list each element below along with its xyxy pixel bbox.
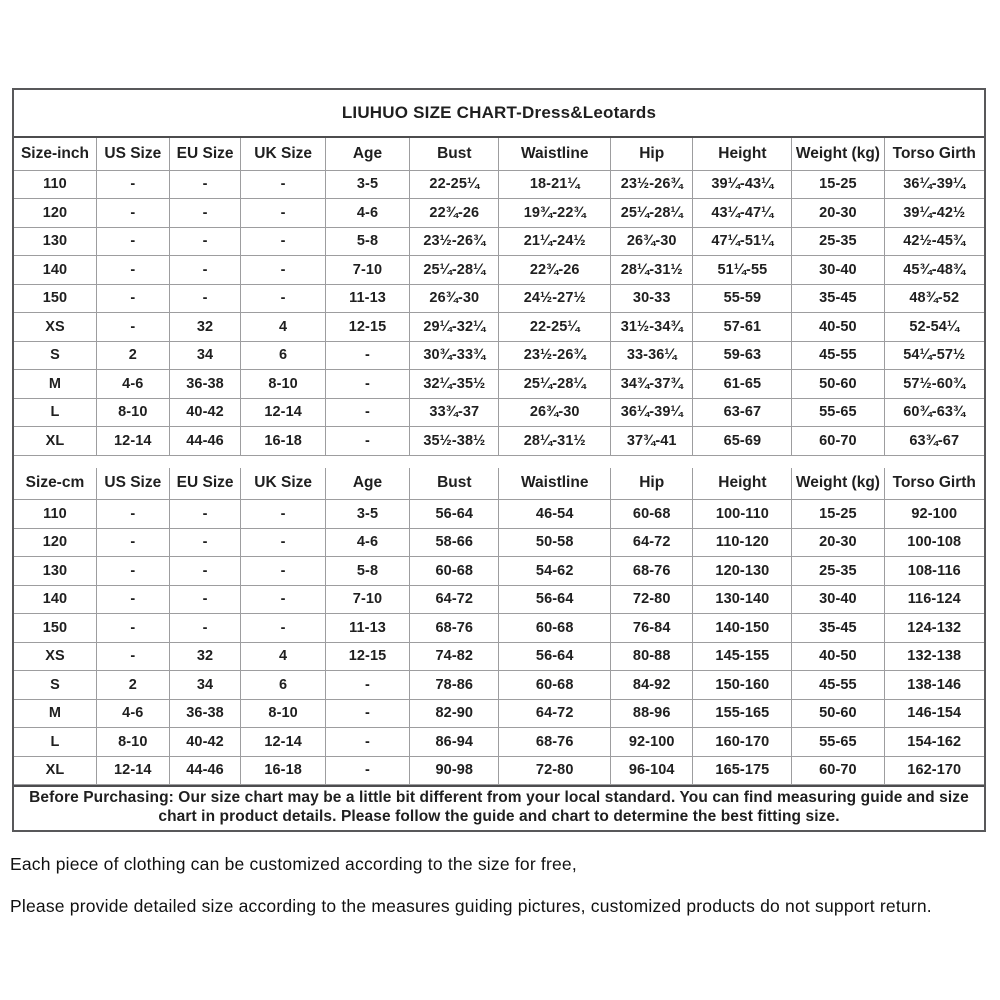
measurement-cell: 64-72 [410,585,499,614]
measurement-cell: 138-146 [884,671,984,700]
measurement-cell: 60-70 [792,427,884,456]
measurement-cell: - [169,500,241,529]
measurement-cell: 130-140 [693,585,792,614]
column-header: Hip [610,468,692,500]
measurement-cell: 33¾-37 [410,398,499,427]
size-label-cell: XS [14,642,96,671]
measurement-cell: 50-60 [792,699,884,728]
measurement-cell: 22-25¼ [410,170,499,199]
measurement-cell: 22-25¼ [499,313,611,342]
table-row [14,370,984,399]
measurement-cell: 140-150 [693,614,792,643]
column-header: US Size [96,138,169,170]
measurement-cell: - [325,728,409,757]
measurement-cell: - [169,614,241,643]
table-row [14,642,984,671]
measurement-cell: - [325,370,409,399]
column-header: Waistline [499,138,611,170]
measurement-cell: - [96,557,169,586]
table-row [14,557,984,586]
measurement-cell: 23½-26¾ [499,341,611,370]
measurement-cell: 78-86 [410,671,499,700]
measurement-cell: 60¾-63¾ [884,398,984,427]
size-label-cell: 150 [14,614,96,643]
measurement-cell: 21¼-24½ [499,227,611,256]
measurement-cell: - [169,170,241,199]
measurement-cell: 84-92 [610,671,692,700]
column-header: Torso Girth [884,468,984,500]
measurement-cell: 47¼-51¼ [693,227,792,256]
measurement-cell: - [325,341,409,370]
measurement-cell: 12-14 [96,427,169,456]
measurement-cell: 145-155 [693,642,792,671]
measurement-cell: - [96,500,169,529]
column-header: Size-cm [14,468,96,500]
column-header: US Size [96,468,169,500]
measurement-cell: 23½-26¾ [610,170,692,199]
measurement-cell: 155-165 [693,699,792,728]
column-header: EU Size [169,138,241,170]
size-label-cell: 110 [14,500,96,529]
measurement-cell: - [96,170,169,199]
size-label-cell: S [14,671,96,700]
measurement-cell: - [96,284,169,313]
measurement-cell: 7-10 [325,256,409,285]
measurement-cell: 19¾-22¾ [499,199,611,228]
measurement-cell: - [96,642,169,671]
size-label-cell: L [14,398,96,427]
measurement-cell: 36-38 [169,370,241,399]
measurement-cell: 8-10 [241,370,325,399]
measurement-cell: 20-30 [792,199,884,228]
measurement-cell: 5-8 [325,227,409,256]
measurement-cell: 2 [96,341,169,370]
size-label-cell: 110 [14,170,96,199]
table-row [14,756,984,785]
measurement-cell: 50-60 [792,370,884,399]
column-header: Weight (kg) [792,468,884,500]
measurement-cell: 22¾-26 [499,256,611,285]
measurement-cell: 28¼-31½ [499,427,611,456]
measurement-cell: - [96,256,169,285]
column-header: Hip [610,138,692,170]
table-row [14,256,984,285]
measurement-cell: - [169,528,241,557]
measurement-cell: 116-124 [884,585,984,614]
measurement-cell: 45-55 [792,341,884,370]
measurement-cell: 92-100 [884,500,984,529]
size-label-cell: XL [14,756,96,785]
measurement-cell: 54-62 [499,557,611,586]
measurement-cell: 25¼-28¼ [610,199,692,228]
measurement-cell: 72-80 [499,756,611,785]
measurement-cell: 25¼-28¼ [410,256,499,285]
measurement-cell: 4 [241,313,325,342]
size-label-cell: 140 [14,585,96,614]
column-header: Age [325,468,409,500]
measurement-cell: 96-104 [610,756,692,785]
measurement-cell: 165-175 [693,756,792,785]
measurement-cell: - [241,528,325,557]
measurement-cell: 44-46 [169,756,241,785]
measurement-cell: 12-14 [96,756,169,785]
table-row [14,341,984,370]
measurement-cell: 3-5 [325,500,409,529]
column-header: Age [325,138,409,170]
measurement-cell: 5-8 [325,557,409,586]
header-row [14,468,984,500]
measurement-cell: 33-36¼ [610,341,692,370]
column-header: Bust [410,468,499,500]
measurement-cell: 16-18 [241,427,325,456]
table-row [14,199,984,228]
measurement-cell: 26¾-30 [499,398,611,427]
measurement-cell: 43¼-47¼ [693,199,792,228]
measurement-cell: 50-58 [499,528,611,557]
table-row [14,427,984,456]
measurement-cell: - [241,500,325,529]
measurement-cell: - [169,284,241,313]
measurement-cell: 30-40 [792,585,884,614]
table-row [14,671,984,700]
measurement-cell: 60-68 [499,614,611,643]
measurement-cell: 28¼-31½ [610,256,692,285]
measurement-cell: 7-10 [325,585,409,614]
table-row [14,500,984,529]
size-table-cm [14,468,984,786]
size-label-cell: L [14,728,96,757]
measurement-cell: 132-138 [884,642,984,671]
measurement-cell: 58-66 [410,528,499,557]
measurement-cell: 52-54¼ [884,313,984,342]
measurement-cell: 56-64 [410,500,499,529]
table-row [14,170,984,199]
measurement-cell: - [325,699,409,728]
measurement-cell: 59-63 [693,341,792,370]
column-header: UK Size [241,138,325,170]
measurement-cell: 146-154 [884,699,984,728]
measurement-cell: 3-5 [325,170,409,199]
column-header: Torso Girth [884,138,984,170]
size-label-cell: 140 [14,256,96,285]
table-row [14,528,984,557]
measurement-cell: 15-25 [792,170,884,199]
measurement-cell: - [241,170,325,199]
measurement-cell: 110-120 [693,528,792,557]
measurement-cell: - [169,585,241,614]
measurement-cell: 76-84 [610,614,692,643]
measurement-cell: 86-94 [410,728,499,757]
measurement-cell: - [325,671,409,700]
measurement-cell: 16-18 [241,756,325,785]
size-label-cell: XL [14,427,96,456]
size-table-cm-body [14,500,984,785]
measurement-cell: 108-116 [884,557,984,586]
size-label-cell: 120 [14,528,96,557]
measurement-cell: 29¼-32¼ [410,313,499,342]
size-label-cell: M [14,699,96,728]
measurement-cell: 37¾-41 [610,427,692,456]
measurement-cell: - [169,199,241,228]
measurement-cell: 32 [169,642,241,671]
size-label-cell: XS [14,313,96,342]
measurement-cell: 35½-38½ [410,427,499,456]
measurement-cell: 26¾-30 [410,284,499,313]
customization-note-line-1: Each piece of clothing can be customized according to the size for free, [10,854,577,874]
measurement-cell: 12-14 [241,398,325,427]
measurement-cell: 160-170 [693,728,792,757]
measurement-cell: - [241,557,325,586]
measurement-cell: 45-55 [792,671,884,700]
purchase-note: Before Purchasing: Our size chart may be a little bit different from your local standard. You can find measuring guide and size chart in product details. Please follow the guide and chart to determine the best fitting size. [14,785,984,830]
measurement-cell: 55-65 [792,398,884,427]
measurement-cell: - [96,313,169,342]
measurement-cell: 100-108 [884,528,984,557]
measurement-cell: 162-170 [884,756,984,785]
size-label-cell: 130 [14,557,96,586]
measurement-cell: 36¼-39¼ [610,398,692,427]
table-row [14,614,984,643]
table-row [14,313,984,342]
measurement-cell: 2 [96,671,169,700]
measurement-cell: 68-76 [499,728,611,757]
measurement-cell: 36-38 [169,699,241,728]
measurement-cell: - [241,284,325,313]
measurement-cell: 31½-34¾ [610,313,692,342]
measurement-cell: 32 [169,313,241,342]
size-table-inch-header [14,138,984,170]
measurement-cell: 15-25 [792,500,884,529]
measurement-cell: - [325,756,409,785]
measurement-cell: 32¼-35½ [410,370,499,399]
table-row [14,699,984,728]
column-header: Height [693,138,792,170]
measurement-cell: - [241,585,325,614]
size-label-cell: 130 [14,227,96,256]
column-header: Height [693,468,792,500]
column-header: Waistline [499,468,611,500]
measurement-cell: 25-35 [792,557,884,586]
measurement-cell: 4-6 [325,528,409,557]
measurement-cell: 11-13 [325,614,409,643]
table-row [14,284,984,313]
measurement-cell: 57½-60¾ [884,370,984,399]
table-row [14,227,984,256]
measurement-cell: 64-72 [610,528,692,557]
measurement-cell: 63¾-67 [884,427,984,456]
size-label-cell: M [14,370,96,399]
measurement-cell: 39¼-43¼ [693,170,792,199]
measurement-cell: 64-72 [499,699,611,728]
measurement-cell: 55-59 [693,284,792,313]
measurement-cell: 45¾-48¾ [884,256,984,285]
measurement-cell: 22¾-26 [410,199,499,228]
measurement-cell: 154-162 [884,728,984,757]
measurement-cell: 4-6 [96,370,169,399]
measurement-cell: 54¼-57½ [884,341,984,370]
measurement-cell: 30¾-33¾ [410,341,499,370]
size-label-cell: 150 [14,284,96,313]
measurement-cell: 92-100 [610,728,692,757]
measurement-cell: 57-61 [693,313,792,342]
chart-title: LIUHUO SIZE CHART-Dress&Leotards [14,90,984,138]
measurement-cell: - [169,256,241,285]
measurement-cell: 51¼-55 [693,256,792,285]
measurement-cell: 6 [241,671,325,700]
measurement-cell: 74-82 [410,642,499,671]
measurement-cell: 34 [169,671,241,700]
measurement-cell: 60-68 [499,671,611,700]
measurement-cell: 40-50 [792,642,884,671]
table-gap-divider [14,456,984,468]
measurement-cell: 30-33 [610,284,692,313]
measurement-cell: 40-50 [792,313,884,342]
measurement-cell: 48¾-52 [884,284,984,313]
measurement-cell: 11-13 [325,284,409,313]
measurement-cell: 4-6 [96,699,169,728]
measurement-cell: 4 [241,642,325,671]
size-table-cm-header [14,468,984,500]
measurement-cell: 18-21¼ [499,170,611,199]
measurement-cell: 68-76 [410,614,499,643]
measurement-cell: 56-64 [499,642,611,671]
measurement-cell: 63-67 [693,398,792,427]
measurement-cell: - [96,585,169,614]
header-row [14,138,984,170]
measurement-cell: 12-14 [241,728,325,757]
table-row [14,728,984,757]
measurement-cell: 24½-27½ [499,284,611,313]
column-header: EU Size [169,468,241,500]
measurement-cell: 12-15 [325,313,409,342]
measurement-cell: 36¼-39¼ [884,170,984,199]
size-table-inch-body [14,170,984,455]
table-row [14,585,984,614]
measurement-cell: 56-64 [499,585,611,614]
measurement-cell: - [96,227,169,256]
measurement-cell: 8-10 [241,699,325,728]
measurement-cell: - [325,398,409,427]
measurement-cell: 25¼-28¼ [499,370,611,399]
measurement-cell: 124-132 [884,614,984,643]
measurement-cell: 68-76 [610,557,692,586]
column-header: Weight (kg) [792,138,884,170]
measurement-cell: 40-42 [169,398,241,427]
measurement-cell: - [169,227,241,256]
measurement-cell: 34 [169,341,241,370]
measurement-cell: 65-69 [693,427,792,456]
measurement-cell: 4-6 [325,199,409,228]
measurement-cell: - [96,614,169,643]
column-header: Bust [410,138,499,170]
measurement-cell: 72-80 [610,585,692,614]
measurement-cell: 35-45 [792,284,884,313]
measurement-cell: 46-54 [499,500,611,529]
measurement-cell: 120-130 [693,557,792,586]
column-header: UK Size [241,468,325,500]
measurement-cell: 60-70 [792,756,884,785]
measurement-cell: 90-98 [410,756,499,785]
size-chart-panel [12,88,986,832]
measurement-cell: 40-42 [169,728,241,757]
measurement-cell: 44-46 [169,427,241,456]
customization-note-line-2: Please provide detailed size according to the measures guiding pictures, customized products do not support return. [10,896,932,916]
measurement-cell: 82-90 [410,699,499,728]
measurement-cell: - [96,199,169,228]
measurement-cell: 39¼-42½ [884,199,984,228]
measurement-cell: - [169,557,241,586]
measurement-cell: 60-68 [410,557,499,586]
measurement-cell: - [325,427,409,456]
measurement-cell: 100-110 [693,500,792,529]
measurement-cell: 20-30 [792,528,884,557]
measurement-cell: 26¾-30 [610,227,692,256]
measurement-cell: 60-68 [610,500,692,529]
table-row [14,398,984,427]
measurement-cell: 8-10 [96,398,169,427]
measurement-cell: - [96,528,169,557]
measurement-cell: 150-160 [693,671,792,700]
size-label-cell: 120 [14,199,96,228]
measurement-cell: 42½-45¾ [884,227,984,256]
measurement-cell: 88-96 [610,699,692,728]
column-header: Size-inch [14,138,96,170]
measurement-cell: 35-45 [792,614,884,643]
measurement-cell: - [241,227,325,256]
measurement-cell: 8-10 [96,728,169,757]
measurement-cell: 30-40 [792,256,884,285]
size-label-cell: S [14,341,96,370]
size-table-inch [14,138,984,456]
measurement-cell: - [241,199,325,228]
measurement-cell: 61-65 [693,370,792,399]
measurement-cell: 80-88 [610,642,692,671]
measurement-cell: 6 [241,341,325,370]
measurement-cell: - [241,256,325,285]
measurement-cell: 23½-26¾ [410,227,499,256]
measurement-cell: 55-65 [792,728,884,757]
measurement-cell: 34¾-37¾ [610,370,692,399]
measurement-cell: 25-35 [792,227,884,256]
measurement-cell: 12-15 [325,642,409,671]
measurement-cell: - [241,614,325,643]
